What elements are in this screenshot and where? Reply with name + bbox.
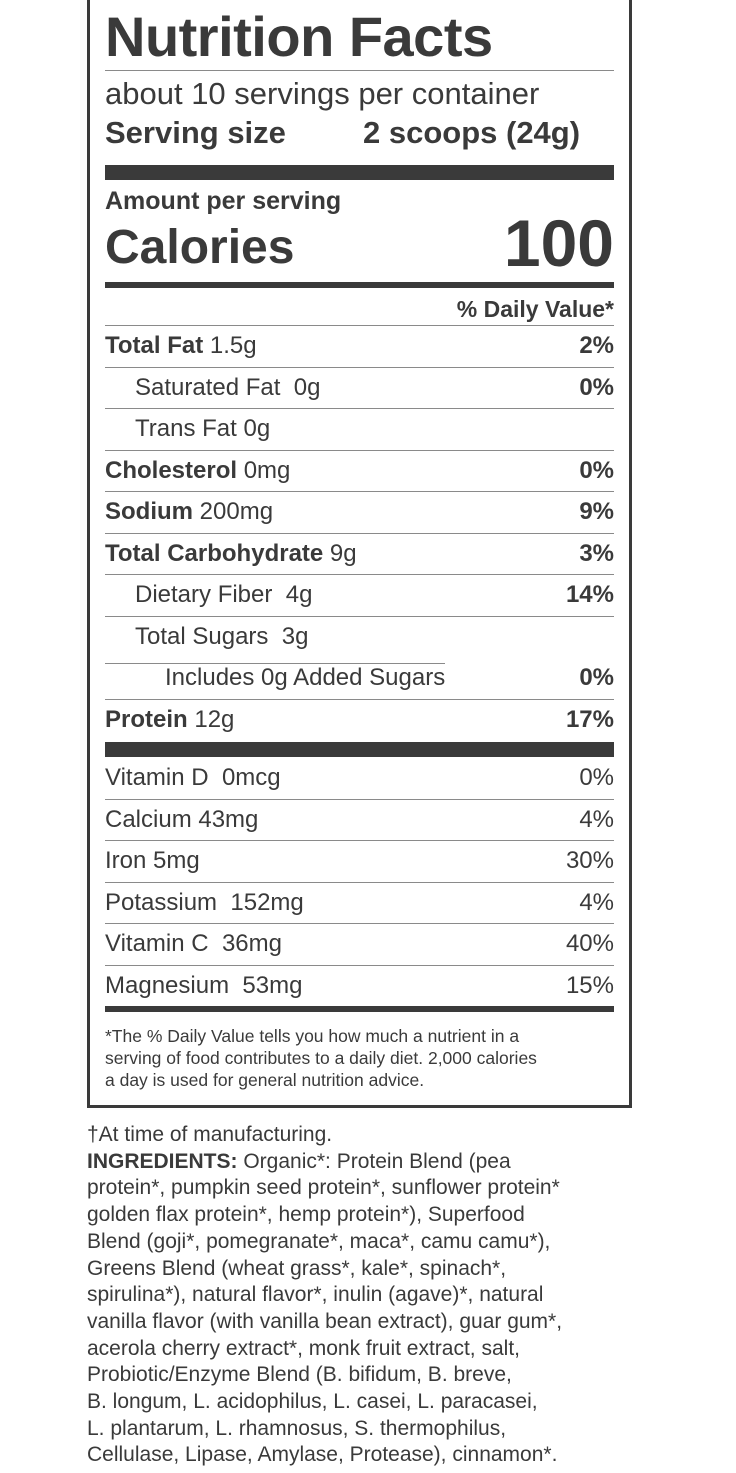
nutrient-dv: 0%	[579, 456, 614, 484]
nutrient-amount: 0g	[293, 373, 321, 401]
nutrient-name: Cholesterol	[105, 456, 238, 484]
vitamin-name: Vitamin C	[105, 930, 209, 958]
vitamin-row	[105, 923, 614, 965]
nutrient-amount: 12g	[194, 705, 235, 733]
thick-divider	[105, 165, 614, 180]
daily-value-footnote	[105, 1025, 614, 1091]
ingredients-section	[87, 1122, 657, 1469]
ingredients-line: L. plantarum, L. rhamnosus, S. thermophilus,	[87, 1416, 507, 1440]
nutrient-dv: 9%	[579, 498, 614, 526]
nutrient-name: Saturated Fat	[135, 373, 281, 401]
nutrient-row	[105, 616, 614, 658]
amount-per-serving: Amount per serving	[105, 187, 342, 215]
vitamin-dv: 4%	[579, 805, 614, 833]
ingredients-line: Cellulase, Lipase, Amylase, Protease), cinnamon*.	[87, 1443, 558, 1467]
vitamin-row	[105, 840, 614, 882]
ingredients-line: acerola cherry extract*, monk fruit extract, salt,	[87, 1336, 520, 1360]
thick-divider	[105, 742, 614, 757]
nutrient-name: Sodium	[105, 498, 193, 526]
nutrient-dv: 0%	[579, 373, 614, 401]
vitamin-dv: 4%	[579, 888, 614, 916]
vitamin-name: Iron	[105, 847, 147, 875]
vitamin-name: Potassium	[105, 888, 218, 916]
nutrient-name: Total Carbohydrate	[105, 539, 324, 567]
servings-per-container: about 10 servings per container	[105, 76, 540, 111]
ingredients-line: Blend (goji*, pomegranate*, maca*, camu camu*),	[87, 1229, 551, 1253]
vitamin-row	[105, 965, 614, 1007]
nutrient-name: Includes 0g Added Sugars	[165, 663, 446, 691]
vitamin-amount: 53mg	[242, 971, 303, 999]
vitamin-dv: 40%	[565, 930, 614, 958]
vitamin-dv: 15%	[565, 971, 614, 999]
nutrient-row	[105, 699, 614, 741]
vitamin-row	[105, 757, 614, 799]
nutrient-dv: 2%	[579, 332, 614, 360]
nutrient-dv: 0%	[579, 663, 614, 691]
ingredients-line: vanilla flavor (with vanilla bean extract), guar gum*,	[87, 1309, 563, 1333]
vitamin-amount: 152mg	[230, 888, 304, 916]
nutrient-amount: 1.5g	[209, 332, 257, 360]
vitamin-row	[105, 882, 614, 924]
nutrient-row	[105, 325, 614, 367]
vitamin-name: Vitamin D	[105, 763, 209, 791]
vitamin-amount: 43mg	[198, 805, 259, 833]
nutrient-amount: 4g	[285, 581, 313, 609]
ingredients-line: protein*, pumpkin seed protein*, sunflower protein*	[87, 1176, 560, 1200]
vitamin-row	[105, 799, 614, 841]
ingredients-line: Organic*: Protein Blend (pea	[237, 1149, 511, 1173]
vitamin-name: Magnesium	[105, 971, 230, 999]
nutrition-facts-content	[105, 0, 614, 1091]
footnote-line: *The % Daily Value tells you how much a nutrient in a	[105, 1026, 520, 1046]
ingredients-heading: INGREDIENTS:	[87, 1149, 238, 1173]
ingredients-line: Greens Blend (wheat grass*, kale*, spinach*,	[87, 1256, 507, 1280]
vitamin-dv: 0%	[579, 763, 614, 791]
nutrient-row	[105, 574, 614, 616]
vitamin-amount: 5mg	[153, 847, 200, 875]
nutrient-row	[105, 657, 614, 699]
nutrient-name: Total Fat	[105, 332, 204, 360]
calories-value: 100	[503, 206, 614, 280]
calories-label: Calories	[105, 221, 295, 274]
nutrient-amount: 0mg	[243, 456, 291, 484]
nutrient-row	[105, 367, 614, 409]
nutrition-facts-label	[87, 0, 632, 1108]
nutrient-name: Dietary Fiber	[135, 581, 273, 609]
nutrient-dv: 17%	[565, 705, 614, 733]
serving-size-value: 2 scoops (24g)	[363, 115, 581, 150]
serving-size	[105, 113, 614, 153]
vitamin-name: Calcium	[105, 805, 192, 833]
vitamin-amount: 36mg	[221, 930, 282, 958]
medium-divider	[105, 1006, 614, 1012]
footnote-line: a day is used for general nutrition advice.	[105, 1070, 425, 1090]
nutrient-amount: 3g	[281, 622, 309, 650]
ingredients-text	[87, 1149, 657, 1469]
nutrient-row	[105, 533, 614, 575]
serving-size-label: Serving size	[105, 115, 286, 150]
label-title: Nutrition Facts	[105, 5, 493, 68]
nutrient-row	[105, 491, 614, 533]
vitamin-dv: 30%	[565, 847, 614, 875]
ingredients-line: spirulina*), natural flavor*, inulin (agave)*, natural	[87, 1283, 544, 1307]
daily-value-header: % Daily Value*	[456, 296, 614, 322]
calories-row	[105, 206, 614, 280]
nutrient-row	[105, 408, 614, 450]
ingredients-line: B. longum, L. acidophilus, L. casei, L. paracasei,	[87, 1390, 538, 1414]
nutrient-amount: 9g	[329, 539, 357, 567]
nutrient-amount: 200mg	[199, 498, 274, 526]
nutrient-dv: 3%	[579, 539, 614, 567]
ingredients-line: Probiotic/Enzyme Blend (B. bifidum, B. breve,	[87, 1363, 512, 1387]
footnote-line: serving of food contributes to a daily diet. 2,000 calories	[105, 1048, 537, 1068]
nutrient-row	[105, 450, 614, 492]
vitamin-amount: 0mcg	[221, 763, 281, 791]
ingredients-line: golden flax protein*, hemp protein*), Superfood	[87, 1203, 525, 1227]
nutrient-name: Protein	[105, 705, 188, 733]
nutrient-amount: 0g	[243, 415, 271, 443]
nutrient-dv: 14%	[565, 581, 614, 609]
manufacturing-note: †At time of manufacturing.	[87, 1123, 333, 1146]
nutrient-name: Total Sugars	[135, 622, 269, 650]
nutrient-name: Trans Fat	[135, 415, 237, 443]
divider	[105, 70, 614, 71]
